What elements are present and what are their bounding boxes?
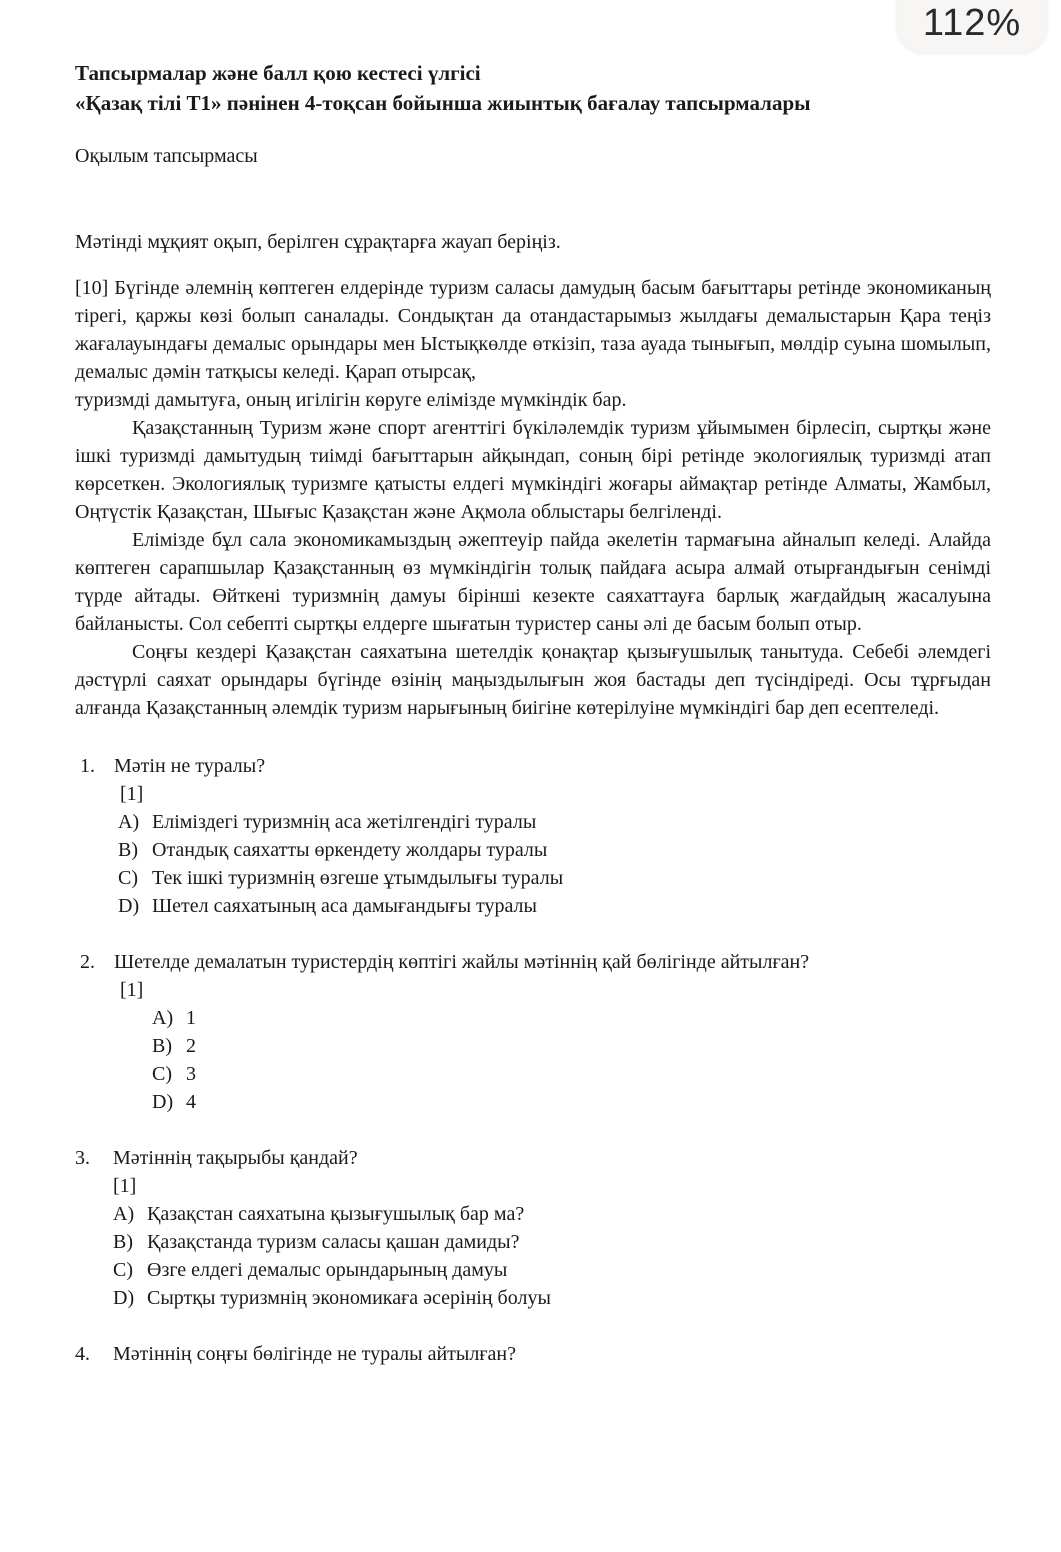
answer-option[interactable] [80, 1032, 995, 1060]
option-text: 4 [186, 1091, 196, 1113]
option-letter: A) [118, 811, 140, 833]
option-letter: D) [152, 1091, 174, 1113]
question-3 [75, 1144, 995, 1312]
answer-option[interactable] [80, 892, 995, 920]
option-text: Қазақстан саяхатына қызығушылық бар ма? [147, 1203, 525, 1225]
reading-text [75, 274, 991, 722]
title-line-2: «Қазақ тілі Т1» пәнінен 4-тоқсан бойынша жиынтық бағалау тапсырмалары [75, 91, 811, 115]
reading-paragraph: [10] Бүгінде әлемнің көптеген елдерінде туризм саласы дамудың басым бағыттары ретінде экономиканың тірегі, қаржы көзі болып саналады. Сондықтан да отандастарымыз жылдағы демалыстарын Қара теңіз жағалауындағы демалыс орындары мен Ыстықкөлде өткізіп, таза ауада тынығып, мөлдір суына шомылып, демалыс дәмін татқысы келеді. Қарап отырсақ, [75, 277, 991, 383]
option-text: 3 [186, 1063, 196, 1085]
option-text: Тек ішкі туризмнің өзгеше ұтымдылығы туралы [152, 867, 564, 889]
option-text: Қазақстанда туризм саласы қашан дамиды? [147, 1231, 520, 1253]
answer-option[interactable] [75, 1256, 995, 1284]
question-points: [1] [120, 979, 144, 1001]
question-text: Мәтіннің тақырыбы қандай? [113, 1147, 358, 1169]
answer-option[interactable] [80, 836, 995, 864]
reading-paragraph: Соңғы кездері Қазақстан саяхатына шетелдік қонақтар қызығушылық танытуда. Себебі әлемдегі дәстүрлі саяхат орындары бүгінде өзінің маңыздылығын жоя бастады деп түсіндіреді. Осы тұрғыдан алғанда Қазақстанның әлемдік туризм нарығының биігіне көтерілуіне мүмкіндігі бар деп есептеледі. [75, 641, 991, 719]
option-text: 2 [186, 1035, 196, 1057]
question-text: Шетелде демалатын туристердің көптігі жайлы мәтіннің қай бөлігінде айтылған? [114, 951, 810, 973]
question-number: 1. [80, 755, 95, 777]
question-points: [1] [113, 1175, 137, 1197]
question-number: 2. [80, 951, 95, 973]
question-4 [75, 1340, 995, 1368]
title-line-1: Тапсырмалар және балл қою кестесі үлгісі [75, 61, 481, 85]
question-points: [1] [120, 783, 144, 805]
reading-paragraph: туризмді дамытуға, оның игілігін көруге елімізде мүмкіндік бар. [75, 389, 627, 411]
option-text: Отандық саяхатты өркендету жолдары туралы [152, 839, 548, 861]
option-letter: C) [118, 867, 138, 889]
question-1 [75, 752, 995, 920]
option-text: Сыртқы туризмнің экономикаға әсерінің болуы [147, 1287, 551, 1309]
section-title: Оқылым тапсырмасы [75, 145, 258, 167]
option-letter: D) [113, 1287, 135, 1309]
option-letter: B) [152, 1035, 172, 1057]
answer-option[interactable] [80, 1004, 995, 1032]
answer-option[interactable] [80, 864, 995, 892]
answer-option[interactable] [75, 1200, 995, 1228]
document-page [75, 58, 995, 1368]
option-text: Еліміздегі туризмнің аса жетілгендігі туралы [152, 811, 537, 833]
option-letter: C) [152, 1063, 172, 1085]
option-letter: C) [113, 1259, 133, 1281]
answer-option[interactable] [80, 1088, 995, 1116]
question-2 [75, 948, 995, 1116]
reading-paragraph: Елімізде бұл сала экономикамыздың әжептеуір пайда әкелетін тармағына айналып келеді. Алайда көптеген сарапшылар Қазақстанның өз мүмкіндігін толық пайдаға асыра алмай отырғандығын сенімді түрде айтады. Өйткені туризмнің дамуы бірінші кезекте саяхаттауға барлық жағдайдың жасалуына байланысты. Сол себепті сыртқы елдерге шығатын туристер саны әлі де басым болып отыр. [75, 529, 991, 635]
question-text: Мәтін не туралы? [114, 755, 266, 777]
option-letter: B) [113, 1231, 133, 1253]
option-letter: B) [118, 839, 138, 861]
question-number: 3. [75, 1147, 90, 1169]
question-number: 4. [75, 1343, 90, 1365]
option-letter: A) [152, 1007, 174, 1029]
answer-option[interactable] [75, 1284, 995, 1312]
question-text: Мәтіннің соңғы бөлігінде не туралы айтылған? [113, 1343, 516, 1365]
instruction-text: Мәтінді мұқият оқып, берілген сұрақтарға жауап беріңіз. [75, 231, 561, 253]
answer-option[interactable] [80, 808, 995, 836]
zoom-level-indicator [897, 0, 1047, 52]
option-text: Шетел саяхатының аса дамығандығы туралы [152, 895, 537, 917]
document-title [75, 58, 995, 118]
answer-option[interactable] [80, 1060, 995, 1088]
option-letter: D) [118, 895, 140, 917]
reading-paragraph: Қазақстанның Туризм және спорт агенттігі бүкіләлемдік туризм ұйымымен бірлесіп, сыртқы және ішкі туризмді дамытудың тиімді бағыттарын айқындап, соның бірі ретінде экологиялық туризмді атап көрсеткен. Экологиялық туризмге қатысты елдегі мүмкіндігі жоғары аймақтар ретінде Алматы, Жамбыл, Оңтүстік Қазақстан, Шығыс Қазақстан және Ақмола облыстары белгіленді. [75, 417, 991, 523]
answer-option[interactable] [75, 1228, 995, 1256]
option-text: Өзге елдегі демалыс орындарының дамуы [147, 1259, 508, 1281]
zoom-level-text: 112% [922, 2, 1022, 44]
option-text: 1 [186, 1007, 196, 1029]
option-letter: A) [113, 1203, 135, 1225]
